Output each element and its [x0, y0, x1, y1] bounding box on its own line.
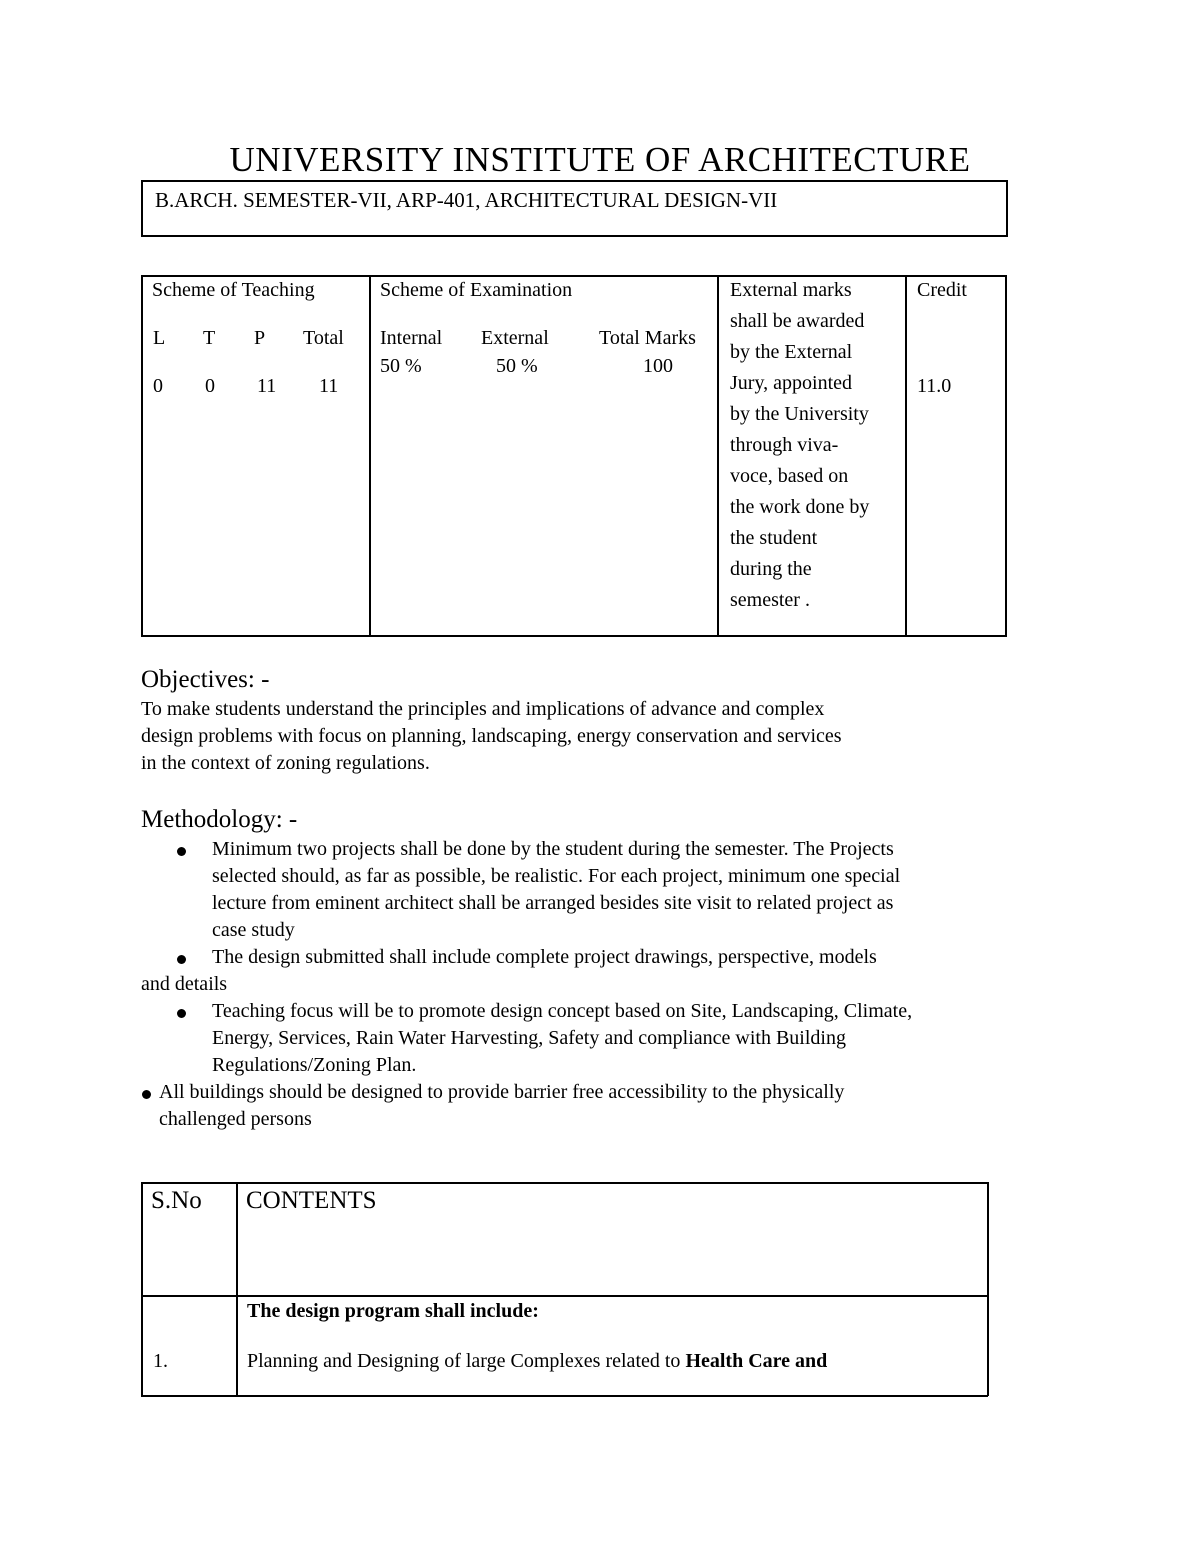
- course-line: B.ARCH. SEMESTER-VII, ARP-401, ARCHITECTURAL DESIGN-VII: [155, 188, 778, 212]
- table-border-top: [141, 275, 1005, 277]
- external-marks-line: through viva-: [730, 434, 839, 456]
- teaching-value-t: 0: [205, 375, 215, 397]
- table-border-bottom: [141, 1395, 988, 1397]
- objectives-line: To make students understand the principles and implications of advance and complex: [141, 698, 825, 720]
- examination-value-internal: 50 %: [380, 355, 422, 377]
- table-border-left: [141, 1182, 143, 1396]
- bullet-icon: [142, 1090, 151, 1099]
- methodology-bullet-1-line: Minimum two projects shall be done by the student during the semester. The Projects: [212, 838, 894, 860]
- examination-value-external: 50 %: [496, 355, 538, 377]
- column-header-sno: S.No: [151, 1187, 202, 1214]
- objectives-line: design problems with focus on planning, landscaping, energy conservation and services: [141, 725, 842, 747]
- examination-col-total-marks: Total Marks: [599, 327, 696, 349]
- row-subtitle-text: The design program shall include:: [247, 1300, 539, 1322]
- teaching-title: Scheme of Teaching: [152, 279, 315, 301]
- column-header-contents: CONTENTS: [246, 1187, 377, 1214]
- row-description-bold: Health Care and: [685, 1350, 828, 1372]
- external-marks-line: during the: [730, 558, 812, 580]
- methodology-bullet-2-line: The design submitted shall include complete project drawings, perspective, models: [212, 946, 877, 968]
- examination-title: Scheme of Examination: [380, 279, 573, 301]
- methodology-bullet-2-line: and details: [141, 973, 228, 995]
- page-title: UNIVERSITY INSTITUTE OF ARCHITECTURE: [229, 140, 971, 179]
- teaching-col-total: Total: [303, 327, 344, 349]
- table-border-left: [141, 275, 143, 637]
- methodology-bullet-1-line: case study: [212, 919, 295, 941]
- methodology-bullet-3-line: Regulations/Zoning Plan.: [212, 1054, 417, 1076]
- methodology-bullet-1-line: selected should, as far as possible, be realistic. For each project, minimum one special: [212, 865, 901, 887]
- bullet-icon: [177, 955, 186, 964]
- row-divider: [141, 1295, 988, 1297]
- row-subtitle: [247, 1300, 539, 1323]
- row-number: 1.: [153, 1350, 168, 1372]
- bullet-icon: [177, 1009, 186, 1018]
- objectives-heading: Objectives: -: [141, 666, 270, 693]
- methodology-heading: Methodology: -: [141, 806, 298, 833]
- examination-col-external: External: [481, 327, 549, 349]
- column-divider: [369, 275, 371, 637]
- teaching-col-t: T: [203, 327, 216, 349]
- external-marks-line: External marks: [730, 279, 852, 301]
- methodology-bullet-4-line: All buildings should be designed to provide barrier free accessibility to the physically: [159, 1081, 845, 1103]
- teaching-value-p: 11: [257, 375, 277, 397]
- methodology-bullet-4-line: challenged persons: [159, 1108, 312, 1130]
- methodology-bullet-3-line: Teaching focus will be to promote design concept based on Site, Landscaping, Climate,: [212, 1000, 913, 1022]
- table-border-top: [141, 1182, 988, 1184]
- external-marks-line: the student: [730, 527, 818, 549]
- teaching-col-p: P: [254, 327, 266, 349]
- methodology-bullet-3-line: Energy, Services, Rain Water Harvesting, Safety and compliance with Building: [212, 1027, 846, 1049]
- credit-title: Credit: [917, 279, 967, 301]
- external-marks-line: the work done by: [730, 496, 870, 518]
- credit-value: 11.0: [917, 375, 952, 397]
- methodology-bullet-1-line: lecture from eminent architect shall be arranged besides site visit to related project as: [212, 892, 894, 914]
- teaching-value-l: 0: [153, 375, 163, 397]
- external-marks-line: by the University: [730, 403, 869, 425]
- contents-table: [141, 1182, 988, 1396]
- scheme-table: [141, 275, 1005, 637]
- external-marks-line: voce, based on: [730, 465, 849, 487]
- external-marks-line: shall be awarded: [730, 310, 865, 332]
- external-marks-line: semester .: [730, 589, 810, 611]
- bullet-icon: [177, 847, 186, 856]
- column-divider: [236, 1182, 238, 1396]
- external-marks-line: Jury, appointed: [730, 372, 853, 394]
- objectives-line: in the context of zoning regulations.: [141, 752, 430, 774]
- column-divider: [905, 275, 907, 637]
- teaching-value-total: 11: [319, 375, 339, 397]
- examination-col-internal: Internal: [380, 327, 443, 349]
- row-description-plain: Planning and Designing of large Complexes related to: [247, 1350, 686, 1372]
- course-info-box: [141, 180, 1008, 237]
- table-border-bottom: [141, 635, 1005, 637]
- table-border-right: [987, 1182, 989, 1396]
- examination-value-total-marks: 100: [643, 355, 673, 377]
- table-border-right: [1005, 275, 1007, 637]
- teaching-col-l: L: [153, 327, 166, 349]
- external-marks-line: by the External: [730, 341, 853, 363]
- row-description: [247, 1350, 827, 1373]
- column-divider: [717, 275, 719, 637]
